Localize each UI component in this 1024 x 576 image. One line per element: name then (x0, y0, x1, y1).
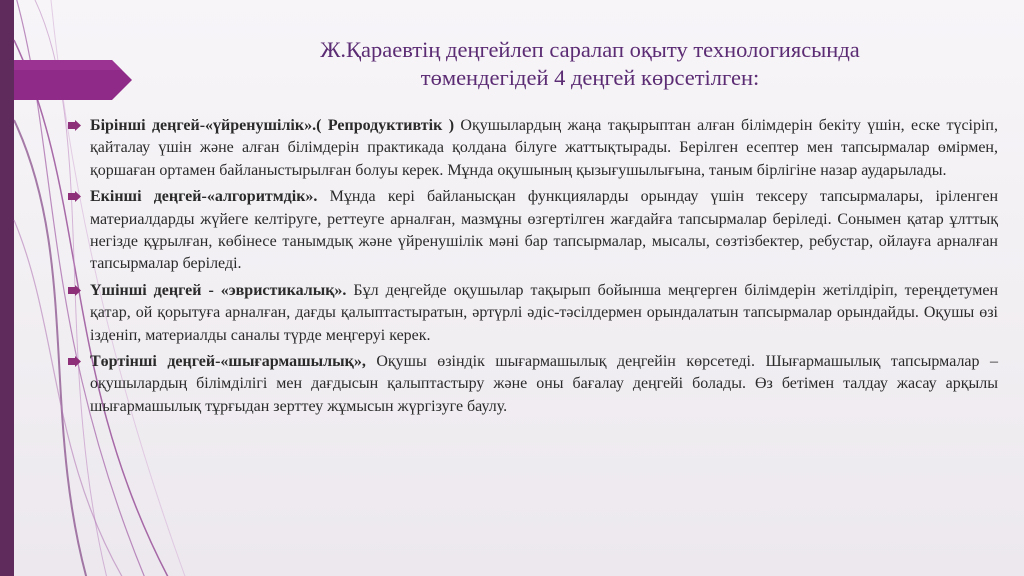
item-heading: Үшінші деңгей - «эвристикалық». (90, 281, 347, 299)
item-heading: Бірінші деңгей-«үйренушілік».( Репродуктивтік ) (90, 117, 455, 134)
title-line-2: төмендегідей 4 деңгей көрсетілген: (420, 65, 760, 90)
arrow-bullet-icon (68, 285, 81, 296)
arrow-bullet-icon (68, 191, 81, 202)
list-item-level-4 (68, 351, 998, 418)
list-item-level-2 (68, 186, 998, 276)
item-text: Оқушылардың жаңа тақырыптан алған білімдерін бекіту үшін, еске түсіріп, қайталау үшін және алған білімдерін практикада қолдана білуге жаттықтырады. Берілген есептер мен тапсырмалар өмірмен, қоршаған ортамен байланыстырылған болуы керек. Мұнда оқушының қызығушылығына, таным бірлігіне назар аударылады. (90, 117, 998, 179)
title-line-1: Ж.Қараевтің деңгейлеп саралап оқыту технологиясында (320, 37, 860, 62)
item-heading: Екінші деңгей-«алгоритмдік». (90, 188, 318, 206)
arrow-bullet-icon (68, 120, 81, 131)
content-list (68, 115, 998, 422)
item-heading: Төртінші деңгей-«шығармашылық», (90, 353, 366, 371)
item-text: Мұнда кері байланысқан функцияларды орындау үшін тексеру тапсырмалары, іріленген материалдарды жүйеге келтіруге, реттеуге арналған, мазмұны өзгертілген жағдайға тапсырмалар беріледі. Сонымен қатар ұлттық негізде құрылған, көбінесе танымдық және үйренушілік мәні бар тапсырмалар, мысалы, сөзтізбектер, ребустар, ойлауға арналған тапсырмалар беріледі. (90, 188, 998, 273)
list-item-level-3 (68, 280, 998, 347)
slide-title (200, 36, 980, 92)
arrow-bullet-icon (68, 356, 81, 367)
list-item-level-1 (68, 115, 998, 182)
item-text: Бұл деңгейде оқушылар тақырып бойынша меңгерген білімдерін жетілдіріп, тереңдетумен қатар, ой қорытуға арналған, дағды қалыптастыратын, әртүрлі әдіс-тәсілдермен орындалатын тапсырмалар орындайды. Оқушы өзі ізденіп, материалды саналы түрде меңгеруі керек. (90, 281, 998, 344)
item-text: Оқушы өзіндік шығармашылық деңгейін көрсетеді. Шығармашылық тапсырмалар – оқушылардың білімділігі мен дағдысын қалыптастыру және оны бағалау деңгейі болады. Өз бетімен талдау жасау арқылы шығармашылық тұрғыдан зерттеу жұмысын жүргізуге баулу. (90, 353, 999, 415)
